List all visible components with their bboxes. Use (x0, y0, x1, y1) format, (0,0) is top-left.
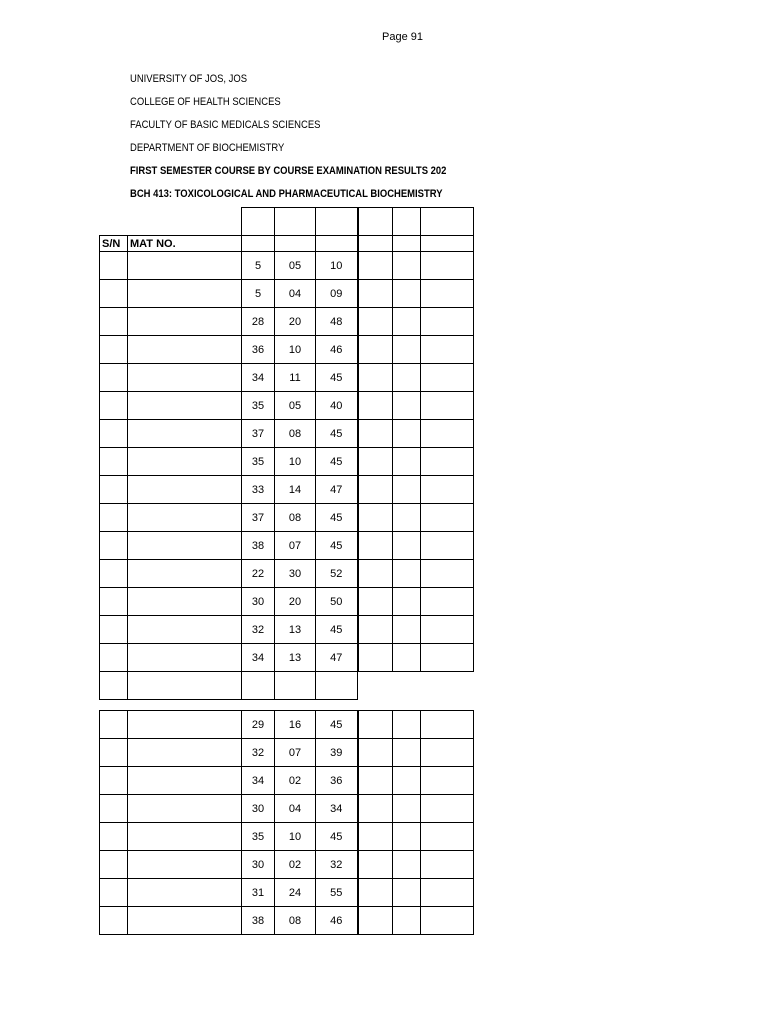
table-row (100, 767, 474, 795)
results-table-bottom (99, 710, 474, 935)
sn-cell (100, 532, 128, 560)
sn-cell (100, 336, 128, 364)
header-blank-row (100, 208, 474, 236)
score-a-cell: 32 (242, 739, 275, 767)
sn-cell (100, 280, 128, 308)
sn-cell (100, 364, 128, 392)
score-a-cell: 35 (242, 392, 275, 420)
blank-cell (393, 280, 421, 308)
blank-cell (358, 392, 393, 420)
score-b-cell: 30 (275, 560, 316, 588)
page-number: Page 91 (382, 31, 423, 43)
blank-cell (421, 644, 474, 672)
sn-cell (100, 711, 128, 739)
sn-cell (100, 448, 128, 476)
mat-no-cell (128, 767, 242, 795)
mat-no-cell (128, 879, 242, 907)
mat-no-cell (128, 739, 242, 767)
total-cell: 55 (316, 879, 358, 907)
total-cell: 47 (316, 476, 358, 504)
blank-cell (358, 420, 393, 448)
blank-cell (393, 532, 421, 560)
blank-cell (421, 907, 474, 935)
score-b-cell: 02 (275, 851, 316, 879)
score-a-cell: 34 (242, 767, 275, 795)
table-row (100, 588, 474, 616)
spacer-row (100, 672, 474, 700)
total-cell: 46 (316, 907, 358, 935)
sn-cell (100, 616, 128, 644)
mat-no-cell (128, 616, 242, 644)
blank-cell (358, 364, 393, 392)
mat-no-cell (128, 532, 242, 560)
mat-no-cell (128, 711, 242, 739)
score-b-cell: 07 (275, 739, 316, 767)
college-name: COLLEGE OF HEALTH SCIENCES (130, 96, 281, 108)
score-b-cell: 13 (275, 616, 316, 644)
blank-cell (393, 907, 421, 935)
mat-no-cell (128, 907, 242, 935)
score-b-cell: 08 (275, 504, 316, 532)
blank-cell (421, 560, 474, 588)
blank-cell (421, 252, 474, 280)
blank-cell (358, 823, 393, 851)
sn-cell (100, 767, 128, 795)
blank-cell (421, 823, 474, 851)
sn-cell (100, 795, 128, 823)
blank-cell (421, 504, 474, 532)
total-cell: 45 (316, 823, 358, 851)
mat-no-cell (128, 336, 242, 364)
blank-cell (393, 851, 421, 879)
mat-no-cell (128, 308, 242, 336)
table-row (100, 364, 474, 392)
score-a-cell: 29 (242, 711, 275, 739)
total-cell: 45 (316, 532, 358, 560)
blank-cell (393, 823, 421, 851)
score-a-cell: 34 (242, 364, 275, 392)
blank-cell (358, 711, 393, 739)
table-row (100, 532, 474, 560)
blank-cell (393, 560, 421, 588)
blank-cell (393, 336, 421, 364)
sn-cell (100, 739, 128, 767)
blank-cell (421, 476, 474, 504)
blank-cell (358, 616, 393, 644)
score-b-cell: 08 (275, 420, 316, 448)
total-cell: 45 (316, 504, 358, 532)
blank-cell (421, 616, 474, 644)
blank-cell (358, 795, 393, 823)
blank-cell (358, 476, 393, 504)
table-row (100, 280, 474, 308)
blank-cell (358, 336, 393, 364)
blank-cell (358, 644, 393, 672)
blank-cell (358, 448, 393, 476)
score-a-cell: 5 (242, 252, 275, 280)
score-a-cell: 37 (242, 420, 275, 448)
total-cell: 45 (316, 420, 358, 448)
blank-cell (393, 448, 421, 476)
score-b-cell: 10 (275, 823, 316, 851)
blank-cell (393, 739, 421, 767)
score-b-cell: 14 (275, 476, 316, 504)
total-cell: 46 (316, 336, 358, 364)
total-cell: 45 (316, 711, 358, 739)
score-a-cell: 30 (242, 851, 275, 879)
score-a-cell: 22 (242, 560, 275, 588)
table-row (100, 644, 474, 672)
score-b-cell: 08 (275, 907, 316, 935)
score-a-cell: 38 (242, 532, 275, 560)
semester-title: FIRST SEMESTER COURSE BY COURSE EXAMINATION RESULTS 202 (130, 165, 447, 177)
blank-cell (393, 420, 421, 448)
sn-cell (100, 823, 128, 851)
score-b-cell: 20 (275, 588, 316, 616)
blank-cell (421, 448, 474, 476)
blank-cell (358, 504, 393, 532)
score-a-cell: 36 (242, 336, 275, 364)
blank-cell (358, 252, 393, 280)
sn-cell (100, 392, 128, 420)
table-row (100, 739, 474, 767)
mat-no-cell (128, 823, 242, 851)
score-b-cell: 13 (275, 644, 316, 672)
blank-cell (421, 739, 474, 767)
blank-cell (358, 588, 393, 616)
table-row (100, 336, 474, 364)
blank-cell (421, 767, 474, 795)
score-a-cell: 33 (242, 476, 275, 504)
sn-cell (100, 907, 128, 935)
mat-no-cell (128, 795, 242, 823)
mat-no-cell (128, 504, 242, 532)
blank-cell (393, 476, 421, 504)
blank-cell (393, 616, 421, 644)
table-row (100, 476, 474, 504)
sn-cell (100, 588, 128, 616)
blank-cell (421, 711, 474, 739)
sn-cell (100, 560, 128, 588)
blank-cell (358, 532, 393, 560)
score-a-cell: 38 (242, 907, 275, 935)
mat-no-cell (128, 252, 242, 280)
blank-cell (393, 588, 421, 616)
blank-cell (358, 879, 393, 907)
table-row (100, 420, 474, 448)
blank-cell (421, 532, 474, 560)
blank-cell (421, 588, 474, 616)
table-row (100, 392, 474, 420)
score-b-cell: 07 (275, 532, 316, 560)
mat-no-cell (128, 392, 242, 420)
total-cell: 09 (316, 280, 358, 308)
table-row (100, 616, 474, 644)
blank-cell (358, 907, 393, 935)
blank-cell (358, 739, 393, 767)
results-table-top (99, 207, 474, 700)
score-a-cell: 35 (242, 448, 275, 476)
table-row (100, 823, 474, 851)
total-cell: 39 (316, 739, 358, 767)
total-cell: 45 (316, 364, 358, 392)
mat-no-cell (128, 644, 242, 672)
department-name: DEPARTMENT OF BIOCHEMISTRY (130, 142, 285, 154)
mat-no-cell (128, 588, 242, 616)
blank-cell (393, 795, 421, 823)
blank-cell (421, 392, 474, 420)
table-row (100, 308, 474, 336)
blank-cell (421, 879, 474, 907)
score-b-cell: 11 (275, 364, 316, 392)
blank-cell (421, 280, 474, 308)
total-cell: 52 (316, 560, 358, 588)
blank-cell (393, 767, 421, 795)
score-b-cell: 04 (275, 280, 316, 308)
score-a-cell: 34 (242, 644, 275, 672)
sn-cell (100, 308, 128, 336)
total-cell: 48 (316, 308, 358, 336)
score-b-cell: 02 (275, 767, 316, 795)
score-b-cell: 10 (275, 336, 316, 364)
table-row (100, 448, 474, 476)
mat-no-cell (128, 280, 242, 308)
table-row (100, 907, 474, 935)
total-cell: 47 (316, 644, 358, 672)
course-title-clip (130, 188, 473, 206)
course-title: BCH 413: TOXICOLOGICAL AND PHARMACEUTICAL BIOCHEMISTRY (130, 188, 443, 200)
score-a-cell: 32 (242, 616, 275, 644)
total-cell: 32 (316, 851, 358, 879)
score-b-cell: 16 (275, 711, 316, 739)
blank-cell (393, 308, 421, 336)
blank-cell (393, 364, 421, 392)
score-a-cell: 30 (242, 795, 275, 823)
mat-no-header: MAT NO. (128, 236, 242, 252)
table-row (100, 560, 474, 588)
blank-cell (393, 252, 421, 280)
table-row (100, 711, 474, 739)
blank-cell (358, 308, 393, 336)
column-header-row (100, 236, 474, 252)
total-cell: 34 (316, 795, 358, 823)
sn-cell (100, 504, 128, 532)
faculty-name: FACULTY OF BASIC MEDICALS SCIENCES (130, 119, 321, 131)
blank-cell (393, 644, 421, 672)
score-b-cell: 20 (275, 308, 316, 336)
sn-cell (100, 851, 128, 879)
table-row (100, 795, 474, 823)
total-cell: 36 (316, 767, 358, 795)
sn-cell (100, 476, 128, 504)
score-a-cell: 37 (242, 504, 275, 532)
blank-cell (421, 308, 474, 336)
blank-cell (393, 879, 421, 907)
blank-cell (421, 336, 474, 364)
sn-cell (100, 644, 128, 672)
score-b-cell: 24 (275, 879, 316, 907)
mat-no-cell (128, 448, 242, 476)
sn-header: S/N (100, 236, 128, 252)
total-cell: 45 (316, 448, 358, 476)
score-a-cell: 31 (242, 879, 275, 907)
sn-cell (100, 420, 128, 448)
university-name: UNIVERSITY OF JOS, JOS (130, 73, 248, 85)
score-b-cell: 05 (275, 392, 316, 420)
blank-cell (421, 364, 474, 392)
table-row (100, 504, 474, 532)
blank-cell (358, 851, 393, 879)
score-a-cell: 5 (242, 280, 275, 308)
total-cell: 50 (316, 588, 358, 616)
blank-cell (393, 504, 421, 532)
table-row (100, 851, 474, 879)
blank-cell (358, 280, 393, 308)
total-cell: 45 (316, 616, 358, 644)
score-a-cell: 30 (242, 588, 275, 616)
mat-no-cell (128, 476, 242, 504)
blank-cell (393, 711, 421, 739)
score-b-cell: 04 (275, 795, 316, 823)
score-a-cell: 28 (242, 308, 275, 336)
score-b-cell: 10 (275, 448, 316, 476)
table-row (100, 879, 474, 907)
blank-cell (421, 851, 474, 879)
sn-cell (100, 252, 128, 280)
sn-cell (100, 879, 128, 907)
table-row (100, 252, 474, 280)
blank-cell (421, 795, 474, 823)
total-cell: 10 (316, 252, 358, 280)
score-b-cell: 05 (275, 252, 316, 280)
blank-cell (421, 420, 474, 448)
mat-no-cell (128, 851, 242, 879)
mat-no-cell (128, 560, 242, 588)
total-cell: 40 (316, 392, 358, 420)
score-a-cell: 35 (242, 823, 275, 851)
mat-no-cell (128, 420, 242, 448)
mat-no-cell (128, 364, 242, 392)
blank-cell (358, 767, 393, 795)
blank-cell (358, 560, 393, 588)
blank-cell (393, 392, 421, 420)
